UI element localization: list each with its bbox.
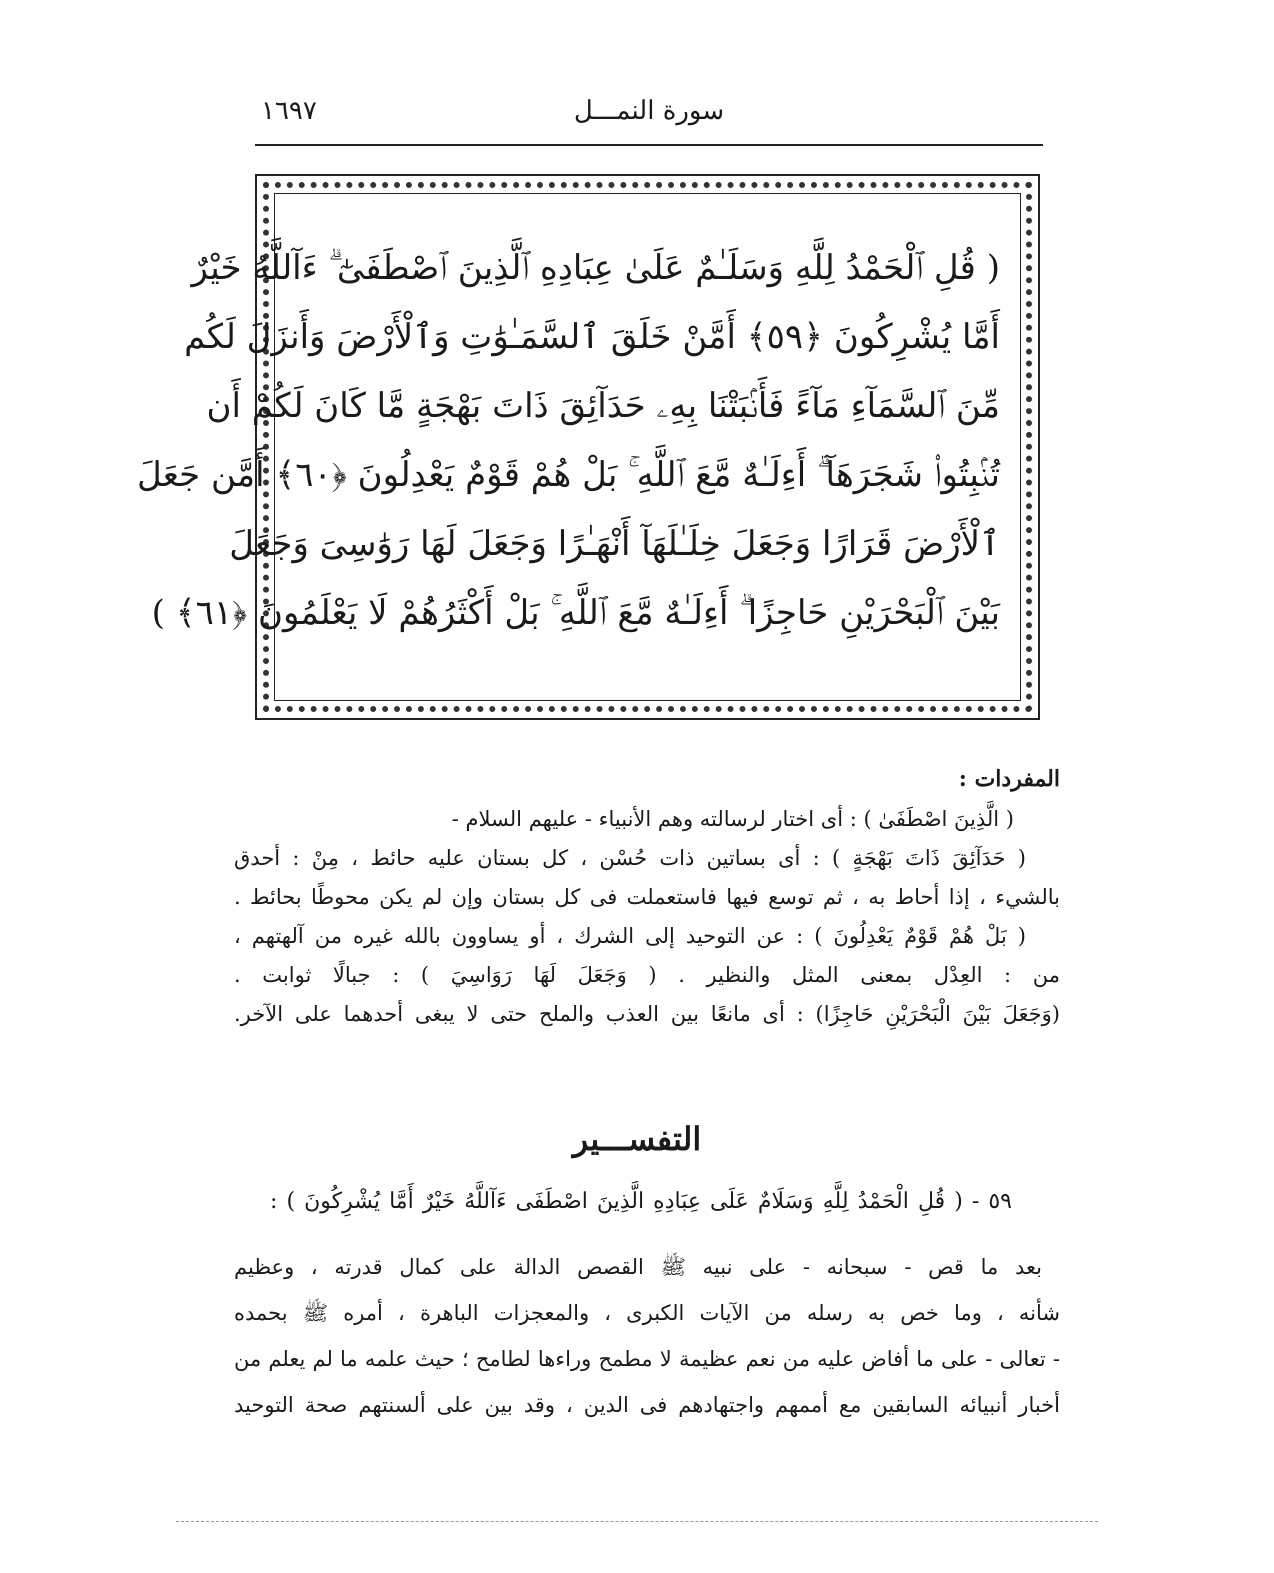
body-line: بعد ما قص - سبحانه - على نبيه ﷺ القصص الدالة على كمال قدرته ، وعظيم [234, 1255, 1042, 1279]
verse-line: مِّنَ ٱلسَّمَآءِ مَآءً فَأَنۢبَتْنَا بِهِۦ حَدَآئِقَ ذَاتَ بَهْجَةٍ مَّا كَانَ لَكُمْ أَن [206, 386, 1000, 426]
verse-line: بَيْنَ ٱلْبَحْرَيْنِ حَاجِزًا ۗ أَءِلَـٰهٌ مَّعَ ٱللَّهِ ۚ بَلْ أَكْثَرُهُمْ لَا يَعْلَمُونَ ﴿٦١﴾ ) [151, 593, 1000, 633]
vocabulary-line: ( حَدَآئِقَ ذَاتَ بَهْجَةٍ ) : أى بساتين ذات حُسْن ، كل بستان عليه حائط ، مِنْ : أحدق [234, 846, 1026, 870]
body-line: أخبار أنبيائه السابقين مع أممهم واجتهادهم فى الدين ، وقد بين على ألسنتهم صحة التوحيد [234, 1393, 1060, 1417]
ornamental-border [137, 182, 1032, 712]
vocabulary-line: ( بَلْ هُمْ قَوْمٌ يَعْدِلُونَ ) : عن التوحيد إلى الشرك ، أو يساوون بالله غيره من آلهتهم ، [234, 924, 1026, 948]
vocabulary-heading: المفردات : [958, 766, 1060, 792]
vocabulary-line: ( الَّذِينَ اصْطَفَىٰ ) : أى اختار لرسالته وهم الأنبياء - عليهم السلام - [451, 807, 1014, 831]
vocabulary-line: (وَجَعَلَ بَيْنَ الْبَحْرَيْنِ حَاجِزًا) : أى مانعًا بين العذب والملح حتى لا يبغى أحدهما على الآخر. [234, 1002, 1060, 1026]
body-line: شأنه ، وما خص به رسله من الآيات الكبرى ، والمعجزات الباهرة ، أمره ﷺ بحمده [234, 1301, 1060, 1325]
verse-block [137, 234, 1000, 648]
tafsir-verse-line: ٥٩ - ( قُلِ الْحَمْدُ لِلَّهِ وَسَلَامٌ عَلَى عِبَادِهِ الَّذِينَ اصْطَفَى ءَآللَّهُ خَيْرٌ أَمَّا يُشْرِكُونَ ) : [270, 1189, 1012, 1214]
verse-line: تُنۢبِتُوا۟ شَجَرَهَآ ۗ أَءِلَـٰهٌ مَّعَ ٱللَّهِ ۚ بَلْ هُمْ قَوْمٌ يَعْدِلُونَ ﴿٦٠﴾ أَمَّن جَعَلَ [137, 455, 1000, 495]
sura-title: سورة النمـــل [573, 96, 725, 126]
verse-line: أَمَّا يُشْرِكُونَ ﴿٥٩﴾ أَمَّنْ خَلَقَ ٱلسَّمَـٰوَٰتِ وَٱلْأَرْضَ وَأَنزَلَ لَكُم [184, 317, 1000, 357]
vocabulary-section [234, 758, 1060, 1034]
page-header [255, 96, 1043, 146]
verse-line: ( قُلِ ٱلْحَمْدُ لِلَّهِ وَسَلَـٰمٌ عَلَىٰ عِبَادِهِ ٱلَّذِينَ ٱصْطَفَىٰٓ ۗ ءَآللَّهُ خَيْرٌ [191, 248, 1000, 288]
tafsir-heading: التفســـير [572, 1120, 702, 1158]
vocabulary-line: من : العِدْل بمعنى المثل والنظير . ( وَجَعَلَ لَهَا رَوَاسِيَ ) : جبالًا ثوابت . [234, 963, 1060, 987]
quran-verse-frame [137, 174, 1040, 720]
vocabulary-line: بالشيء ، إذا أحاط به ، ثم توسع فيها فاستعملت فى كل بستان وإن لم يكن محوطًا بحائط . [234, 885, 1060, 909]
page-number: ١٦٩٧ [261, 96, 317, 126]
tafsir-body [234, 1244, 1060, 1428]
body-line: - تعالى - على ما أفاض عليه من نعم عظيمة لا مطمح وراءها لطامح ؛ حيث علمه ما لم يعلم من [234, 1347, 1060, 1371]
page-bottom-rule [176, 1521, 1098, 1522]
verse-line: ٱلْأَرْضَ قَرَارًا وَجَعَلَ خِلَـٰلَهَآ أَنْهَـٰرًا وَجَعَلَ لَهَا رَوَٰسِىَ وَجَعَلَ [229, 524, 1000, 564]
